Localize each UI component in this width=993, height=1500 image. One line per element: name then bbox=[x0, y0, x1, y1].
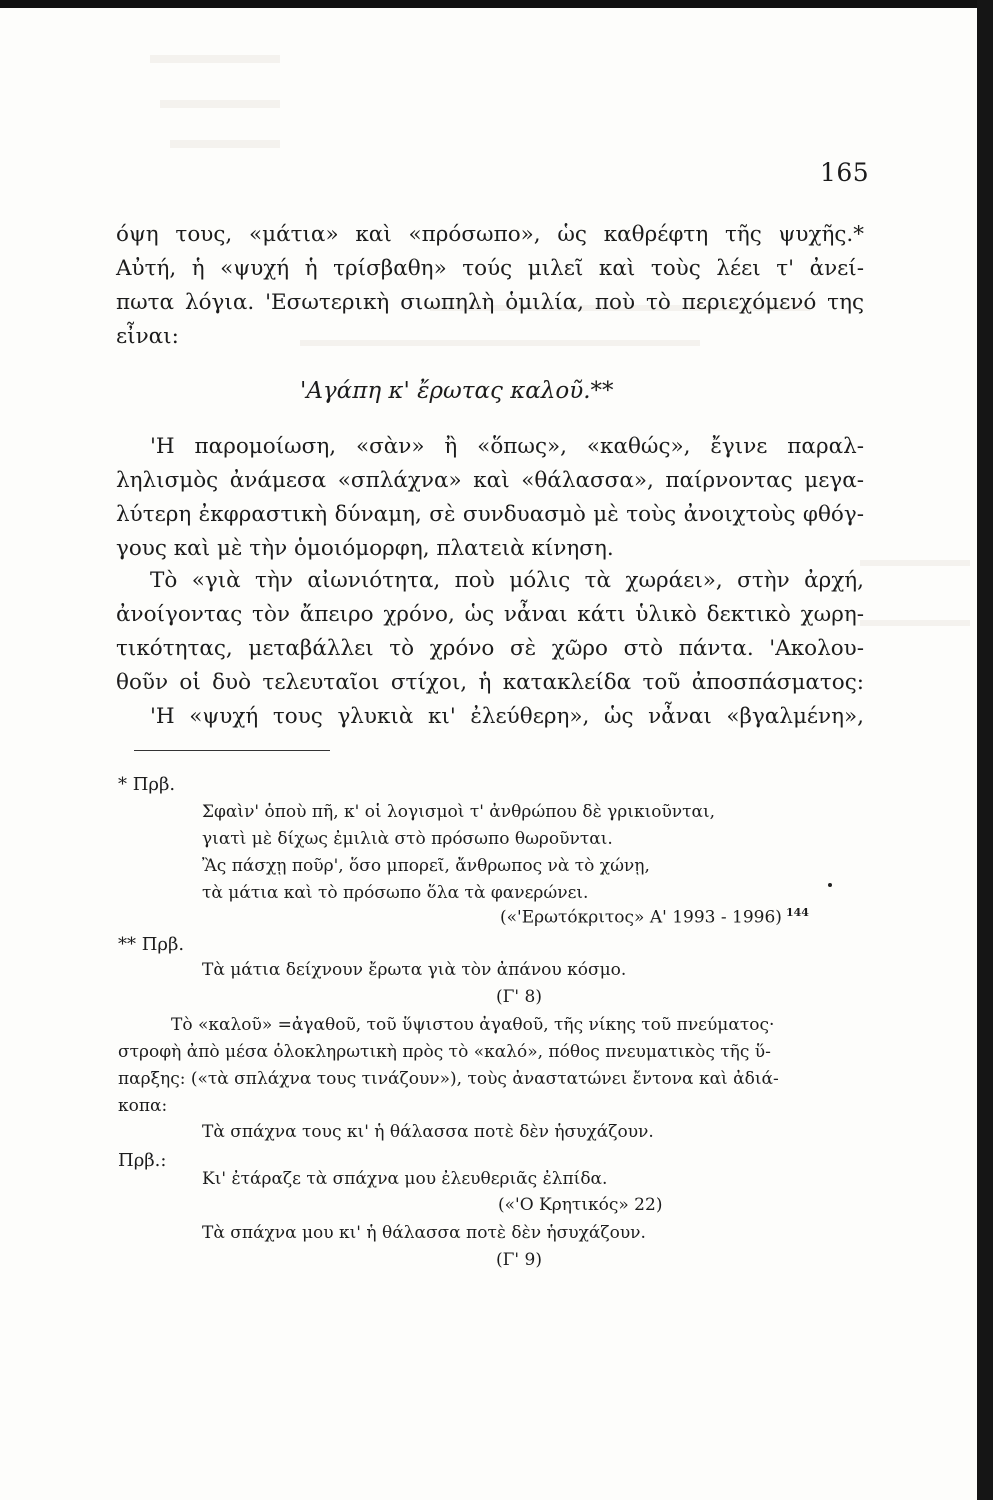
bleed-through bbox=[160, 100, 280, 108]
footnote-line: κοπα: bbox=[118, 1096, 168, 1116]
block-quote: 'Αγάπη κ' ἔρωτας καλοῦ.** bbox=[300, 378, 614, 404]
body-line: Αὐτή, ἡ «ψυχή ἡ τρίσβαθη» τούς μιλεῖ καὶ τοὺς λέει τ' ἀνεί- bbox=[116, 256, 864, 281]
footnote-superscript: 144 bbox=[785, 906, 809, 919]
paragraph-line: 'Η «ψυχή τους γλυκιὰ κι' ἐλεύθερη», ὡς νἆναι «βγαλμένη», bbox=[150, 704, 864, 729]
body-line: εἶναι: bbox=[116, 324, 179, 349]
footnote-verse: γιατὶ μὲ δίχως ἐμιλιὰ στὸ πρόσωπο θωροῦνται. bbox=[202, 829, 613, 849]
scan-top-border bbox=[0, 0, 993, 8]
paragraph-line: γους καὶ μὲ τὴν ὁμοιόμορφη, πλατειὰ κίνηση. bbox=[116, 536, 614, 561]
footnote-separator bbox=[134, 750, 330, 751]
footnote-line: Τὸ «καλοῦ» =ἀγαθοῦ, τοῦ ὕψιστου ἀγαθοῦ, τῆς νίκης τοῦ πνεύματος· bbox=[171, 1015, 775, 1035]
footnote-verse: Τὰ σπάχνα τους κι' ἡ θάλασσα ποτὲ δὲν ἡσυχάζουν. bbox=[202, 1122, 654, 1142]
scan-right-border bbox=[977, 0, 993, 1500]
footnote-verse: Ἂς πάσχῃ ποῦρ', ὅσο μπορεῖ, ἄνθρωπος νὰ τὸ χώνῃ, bbox=[202, 856, 650, 876]
paragraph-line: τικότητας, μεταβάλλει τὸ χρόνο σὲ χῶρο στὸ πάντα. 'Ακολου- bbox=[116, 636, 864, 661]
page-number: 165 bbox=[820, 158, 870, 187]
bleed-through bbox=[860, 560, 970, 566]
paragraph-line: ληλισμὸς ἀνάμεσα «σπλάχνα» καὶ «θάλασσα», παίρνοντας μεγα- bbox=[116, 468, 864, 493]
paragraph-line: θοῦν οἱ δυὸ τελευταῖοι στίχοι, ἡ κατακλείδα τοῦ ἀποσπάσματος: bbox=[116, 670, 864, 695]
bleed-through bbox=[300, 340, 700, 346]
body-line: πωτα λόγια. 'Εσωτερικὴ σιωπηλὴ ὁμιλία, ποὺ τὸ περιεχόμενό της bbox=[116, 290, 864, 315]
footnote-source: (Γ' 8) bbox=[496, 987, 542, 1007]
footnote-marker: * Πρβ. bbox=[118, 774, 176, 795]
paragraph-line: 'Η παρομοίωση, «σὰν» ἢ «ὅπως», «καθώς», ἔγινε παραλ- bbox=[150, 434, 864, 459]
paragraph-line: Τὸ «γιὰ τὴν αἰωνιότητα, ποὺ μόλις τὰ χωράει», στὴν ἀρχή, bbox=[150, 568, 864, 593]
bleed-through bbox=[860, 620, 970, 626]
paragraph-line: λύτερη ἐκφραστικὴ δύναμη, σὲ συνδυασμὸ μὲ τοὺς ἀνοιχτοὺς φθόγ- bbox=[116, 502, 864, 527]
footnote-source bbox=[500, 906, 809, 928]
footnote-marker: Πρβ.: bbox=[118, 1150, 167, 1171]
bleed-through bbox=[170, 140, 280, 148]
footnote-verse: τὰ μάτια καὶ τὸ πρόσωπο ὅλα τὰ φανερώνει. bbox=[202, 883, 589, 903]
paragraph-line: ἀνοίγοντας τὸν ἄπειρο χρόνο, ὡς νἆναι κάτι ὑλικὸ δεκτικὸ χωρη- bbox=[116, 602, 864, 627]
speck bbox=[828, 883, 832, 887]
footnote-verse: Τὰ μάτια δείχνουν ἔρωτα γιὰ τὸν ἀπάνου κόσμο. bbox=[202, 960, 627, 980]
footnote-source-text: («'Ερωτόκριτος» Α' 1993 - 1996) bbox=[500, 907, 782, 928]
footnote-verse: Σφαὶν' ὁποὺ πῆ, κ' οἱ λογισμοὶ τ' ἀνθρώπου δὲ γρικιοῦνται, bbox=[202, 802, 716, 822]
footnote-source: (Γ' 9) bbox=[496, 1250, 542, 1270]
body-line: όψη τους, «μάτια» καὶ «πρόσωπο», ὡς καθρέφτη τῆς ψυχῆς.* bbox=[116, 222, 864, 247]
footnote-line: παρξης: («τὰ σπλάχνα τους τινάζουν»), τοὺς ἀναστατώνει ἔντονα καὶ ἀδιά- bbox=[118, 1069, 779, 1089]
footnote-source: («'Ο Κρητικός» 22) bbox=[498, 1195, 663, 1215]
footnote-verse: Τὰ σπάχνα μου κι' ἡ θάλασσα ποτὲ δὲν ἡσυχάζουν. bbox=[202, 1223, 646, 1243]
footnote-verse: Κι' ἐτάραζε τὰ σπάχνα μου ἐλευθεριᾶς ἐλπίδα. bbox=[202, 1169, 608, 1189]
footnote-line: στροφὴ ἀπὸ μέσα ὁλοκληρωτικὴ πρὸς τὸ «καλό», πόθος πνευματικὸς τῆς ὕ- bbox=[118, 1042, 771, 1062]
bleed-through bbox=[150, 55, 280, 63]
footnote-marker: ** Πρβ. bbox=[118, 934, 185, 955]
